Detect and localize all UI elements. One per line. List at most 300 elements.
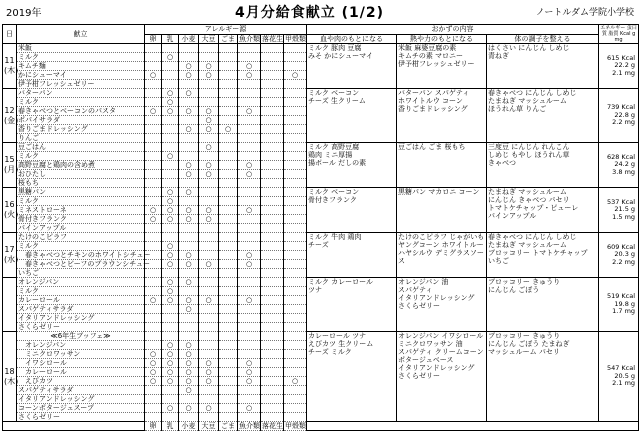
energy-header: 熱や力のもとになる [397,34,487,44]
allergen-mark [238,125,261,134]
allergen-mark: ○ [238,404,261,413]
allergen-mark [261,161,284,170]
allergen-mark [162,179,179,188]
allergen-mark [284,44,307,53]
allergen-mark [179,413,199,422]
energy-foods: たけのこピラフ じゃがいも ヤングコーン ホワイトルー ハヤシルウ デミグラスソース [397,233,487,278]
allergen-mark [284,233,307,242]
nutrition-values: 609 Kcal 20.3 g 2.2 mg [599,233,639,278]
allergen-mark [219,80,238,89]
allergen-mark: ○ [179,260,199,269]
allergen-header: 卵 [145,34,162,44]
allergen-mark [145,161,162,170]
allergen-mark [284,314,307,323]
menu-row [3,278,639,287]
allergen-mark: ○ [179,206,199,215]
allergen-mark [145,44,162,53]
dish-name: キムチ麺 [17,62,145,71]
allergen-footer: 甲殻類 [285,422,306,430]
allergen-mark: ○ [199,368,219,377]
day-cell [3,278,17,332]
allergen-mark [219,206,238,215]
energy-foods: 黒糖パン マカロニ コーン [397,188,487,233]
allergen-mark: ○ [162,152,179,161]
allergen-mark [162,413,179,422]
allergen-mark: ○ [238,296,261,305]
allergen-mark [284,251,307,260]
allergen-mark [284,296,307,305]
allergen-mark: ○ [179,107,199,116]
allergen-mark [261,215,284,224]
allergen-mark [261,143,284,152]
nutrition-values: 615 Kcal 22.2 g 2.1 mg [599,44,639,89]
allergen-mark [179,332,199,341]
day-cell: 11 (木) [3,44,17,89]
allergen-mark: ○ [199,62,219,71]
menu-header: 献立 [17,25,145,44]
dish-name: かにシューマイ [17,71,145,80]
allergen-mark [219,305,238,314]
dish-name: たけのこピラフ [17,233,145,242]
menu-table [2,24,639,431]
allergen-mark: ○ [284,377,307,386]
allergen-header: 甲殻類 [285,34,306,43]
allergen-mark [145,323,162,332]
menu-body [3,44,639,422]
allergen-mark [261,206,284,215]
allergen-mark [238,224,261,233]
nutrition-values: 628 Kcal 24.2 g 3.8 mg [599,143,639,188]
menu-row [3,89,639,98]
allergen-mark: ○ [179,251,199,260]
allergen-mark: ○ [199,71,219,80]
allergen-mark: ○ [145,107,162,116]
header-row-top [3,25,639,35]
allergen-mark [238,98,261,107]
allergen-mark [238,44,261,53]
allergen-mark [145,143,162,152]
allergen-mark [199,242,219,251]
allergen-mark [145,341,162,350]
allergen-mark: ○ [238,359,261,368]
allergen-mark [261,107,284,116]
allergen-mark [162,134,179,143]
allergen-mark: ○ [179,71,199,80]
allergen-mark: ○ [199,296,219,305]
allergen-mark [179,179,199,188]
allergen-mark [261,152,284,161]
allergen-mark: ○ [162,341,179,350]
page-header [0,0,640,24]
allergen-footer: ごま [219,422,238,431]
allergen-mark: ○ [145,206,162,215]
dish-name: ミネストローネ [17,206,145,215]
allergen-mark [284,215,307,224]
allergen-mark: ○ [162,197,179,206]
allergen-footer: 大豆 [199,422,219,431]
allergen-mark [261,44,284,53]
allergen-mark [199,89,219,98]
allergen-mark [238,197,261,206]
footer-spacer [3,422,145,431]
allergen-mark [261,323,284,332]
allergen-mark [199,233,219,242]
allergen-mark [145,62,162,71]
allergen-mark [145,197,162,206]
allergen-mark [145,98,162,107]
allergen-mark: ○ [219,125,238,134]
allergen-mark [145,404,162,413]
allergen-mark [284,395,307,404]
allergen-mark [238,143,261,152]
energy-foods: 米飯 麻婆豆腐の素 キムチの素 マロニー 伊予柑フレッシュゼリー [397,44,487,89]
blood-foods: ミルク 牛肉 鶏肉 チーズ [307,233,397,278]
allergen-mark [284,323,307,332]
allergen-mark [238,152,261,161]
allergen-mark [219,377,238,386]
allergen-mark: ○ [238,251,261,260]
allergen-mark: ○ [162,296,179,305]
allergen-mark [238,134,261,143]
allergen-mark [179,242,199,251]
dish-name: 香りごまドレッシング [17,125,145,134]
allergen-mark [199,395,219,404]
allergen-mark [284,206,307,215]
allergen-mark [219,395,238,404]
allergen-mark: ○ [179,377,199,386]
allergen-mark [238,314,261,323]
allergen-mark [145,332,162,341]
allergen-header: 魚介類 [239,34,260,43]
allergen-mark [261,413,284,422]
allergen-mark [284,287,307,296]
allergen-header: 大豆 [199,34,219,44]
allergen-mark: ○ [179,368,199,377]
allergen-mark [284,341,307,350]
allergen-mark: ○ [179,359,199,368]
allergen-mark [219,242,238,251]
allergen-mark [261,332,284,341]
blood-foods: ミルク カレーロール ツナ [307,278,397,332]
allergen-mark [219,215,238,224]
school-name: ノートルダム学院小学校 [535,8,634,18]
day-cell: 15 (月) [3,143,17,188]
dish-name: いちご [17,269,145,278]
energy-foods: オレンジパン 油 スパゲティ イタリアンドレッシング さくらゼリー [397,278,487,332]
allergen-mark [261,359,284,368]
blood-foods: ミルク ベーコン チーズ 生クリーム [307,89,397,143]
allergen-header: ごま [219,34,238,44]
allergen-mark: ○ [199,206,219,215]
allergen-mark [261,251,284,260]
allergen-mark [284,62,307,71]
allergen-mark [162,269,179,278]
allergen-mark [284,188,307,197]
allergen-mark [145,242,162,251]
allergen-mark: ○ [199,170,219,179]
allergen-mark: ○ [199,161,219,170]
allergen-mark [162,305,179,314]
allergen-mark: ○ [238,377,261,386]
allergen-mark [261,62,284,71]
allergen-mark: ○ [179,350,199,359]
energy-foods: バターパン スパゲティ ホワイトルウ コーン 香りごまドレッシング [397,89,487,143]
allergen-mark: ○ [238,161,261,170]
allergen-mark: ○ [238,260,261,269]
allergen-mark [261,350,284,359]
nutrition-values: 547 Kcal 20.5 g 2.1 mg [599,332,639,422]
allergen-mark [179,134,199,143]
allergen-mark [199,269,219,278]
allergen-mark [145,413,162,422]
dish-name: 骨付きフランク [17,215,145,224]
allergen-mark [261,116,284,125]
allergen-mark [261,305,284,314]
allergen-mark [219,152,238,161]
dish-name: 伊予柑フレッシュゼリー [17,80,145,89]
footer-allergen-row [3,422,639,431]
allergen-mark: ○ [162,377,179,386]
allergen-footer: 卵 [145,422,162,431]
allergen-mark [219,170,238,179]
allergen-mark: ○ [199,404,219,413]
dish-name: 春きゃべつとチキンのホワイトシチュー [17,251,145,260]
dish-name: ミルク [17,152,145,161]
dish-name: 春きゃべつとビーフのブラウンシチュー [17,260,145,269]
allergen-mark [261,224,284,233]
allergen-mark [238,179,261,188]
allergen-mark [261,278,284,287]
allergen-mark [238,287,261,296]
allergen-mark [238,386,261,395]
allergen-mark [261,197,284,206]
allergen-mark [238,278,261,287]
allergen-mark [179,80,199,89]
dish-name: オレンジパン [17,278,145,287]
allergen-mark: ○ [199,359,219,368]
allergen-mark [238,233,261,242]
allergen-mark [199,251,219,260]
allergen-mark [162,71,179,80]
day-cell: 16 (火) [3,188,17,233]
allergen-mark: ○ [162,251,179,260]
body-foods: ブロッコリー きゅうり にんじん ごぼう [487,278,599,332]
allergen-mark: ○ [179,62,199,71]
allergen-mark [219,413,238,422]
allergen-mark [284,53,307,62]
allergen-mark: ○ [238,368,261,377]
allergen-mark [284,386,307,395]
allergen-header: 乳 [162,34,179,44]
allergen-mark [238,305,261,314]
energy-foods: 豆ごはん ごま 桜もち [397,143,487,188]
allergen-mark: ○ [162,188,179,197]
allergen-mark [238,323,261,332]
allergen-mark [219,386,238,395]
dish-name: オレンジパン [17,341,145,350]
allergen-mark [179,395,199,404]
allergen-mark [162,125,179,134]
allergen-mark [145,386,162,395]
dish-name: カレーロール [17,296,145,305]
allergen-mark [145,269,162,278]
allergen-mark [219,224,238,233]
allergen-mark [219,188,238,197]
allergen-mark [284,224,307,233]
ingredients-group-header: おかずの内容 [307,25,599,35]
allergen-mark [179,233,199,242]
allergen-mark [145,179,162,188]
allergen-mark [219,134,238,143]
allergen-mark [261,377,284,386]
menu-row [3,44,639,53]
allergen-mark [261,179,284,188]
allergen-mark [179,152,199,161]
allergen-mark [145,287,162,296]
allergen-mark [261,242,284,251]
allergen-mark [219,368,238,377]
allergen-mark [261,53,284,62]
allergen-mark: ○ [179,305,199,314]
allergen-mark [199,188,219,197]
allergen-mark [219,53,238,62]
allergen-mark [199,98,219,107]
menu-row [3,143,639,152]
allergen-mark [261,188,284,197]
allergen-mark [179,269,199,278]
allergen-mark [179,116,199,125]
allergen-mark [219,116,238,125]
menu-row [3,233,639,242]
allergen-mark [261,134,284,143]
page-title: 4月分給食献立 (1/2) [235,5,385,21]
allergen-mark: ○ [162,404,179,413]
allergen-mark [238,332,261,341]
allergen-mark [162,395,179,404]
allergen-mark [238,350,261,359]
allergen-mark: ○ [145,368,162,377]
allergen-mark [238,269,261,278]
allergen-mark [162,233,179,242]
allergen-mark [284,170,307,179]
allergen-mark [219,296,238,305]
allergen-mark [284,350,307,359]
allergen-mark [219,269,238,278]
allergen-mark: ○ [238,206,261,215]
dish-name: スパゲティサラダ [17,305,145,314]
allergen-mark [145,233,162,242]
allergen-mark [199,287,219,296]
allergen-mark: ○ [199,116,219,125]
allergen-mark: ○ [179,296,199,305]
allergen-mark [199,305,219,314]
dish-name: ≪6年生ブッフェ≫ [17,332,145,341]
dish-name: イタリアンドレッシング [17,395,145,404]
allergen-mark [199,413,219,422]
blood-foods: ミルク 豚肉 豆腐 みそ かにシューマイ [307,44,397,89]
dish-name: カレーロール [17,368,145,377]
allergen-mark [284,143,307,152]
allergen-mark [199,197,219,206]
allergen-mark [199,386,219,395]
allergen-mark: ○ [199,143,219,152]
dish-name: 桜もち [17,179,145,188]
allergen-mark: ○ [162,89,179,98]
allergen-mark: ○ [162,260,179,269]
nutrition-header: エネルギー 蛋白質 脂質 Kcal g mg [600,25,637,43]
allergen-mark [284,125,307,134]
allergen-mark [199,323,219,332]
allergen-footer: 落花生 [262,422,283,430]
allergen-mark [284,152,307,161]
allergen-footer: 小麦 [179,422,199,431]
allergen-mark [284,359,307,368]
allergen-mark [145,170,162,179]
allergen-mark [238,242,261,251]
allergen-mark [261,89,284,98]
allergen-mark [284,107,307,116]
allergen-mark: ○ [162,242,179,251]
allergen-mark: ○ [199,107,219,116]
allergen-mark [261,341,284,350]
allergen-mark [261,386,284,395]
allergen-mark [145,80,162,89]
allergen-mark: ○ [162,368,179,377]
allergen-mark: ○ [179,89,199,98]
allergen-mark [199,314,219,323]
allergen-mark [261,260,284,269]
blood-foods: ミルク 高野豆腐 鶏肉 ミニ厚揚 揚ボール だしの素 [307,143,397,188]
allergen-mark [145,395,162,404]
allergen-footer: 乳 [162,422,179,431]
allergen-mark [145,224,162,233]
allergen-mark [219,332,238,341]
allergen-mark: ○ [162,350,179,359]
allergen-mark [179,143,199,152]
allergen-mark [238,80,261,89]
allergen-mark [284,260,307,269]
allergen-mark [284,179,307,188]
body-foods: 春きゃべつ にんじん しめじ たまねぎ マッシュルーム ほうれん草 りんご [487,89,599,143]
blood-header: 血や肉のもとになる [307,34,397,44]
allergen-mark [199,179,219,188]
dish-name: ミルク [17,98,145,107]
allergen-mark [219,323,238,332]
allergen-mark [284,269,307,278]
allergen-mark [179,323,199,332]
allergen-mark [238,215,261,224]
allergen-mark [284,413,307,422]
body-header: 体の調子を整える [487,34,599,44]
allergen-mark: ○ [162,98,179,107]
allergen-mark [199,224,219,233]
allergen-mark [162,332,179,341]
allergen-mark [145,188,162,197]
allergen-mark [162,80,179,89]
allergen-footer: 魚介類 [239,422,260,430]
allergen-mark [261,170,284,179]
allergen-mark: ○ [179,125,199,134]
dish-name: おひたし [17,170,145,179]
dish-name: イワシロール [17,359,145,368]
allergen-mark: ○ [162,359,179,368]
allergen-mark [145,305,162,314]
allergen-mark [238,116,261,125]
allergen-mark [219,341,238,350]
allergen-mark [219,107,238,116]
allergen-mark [284,161,307,170]
allergen-mark [284,368,307,377]
